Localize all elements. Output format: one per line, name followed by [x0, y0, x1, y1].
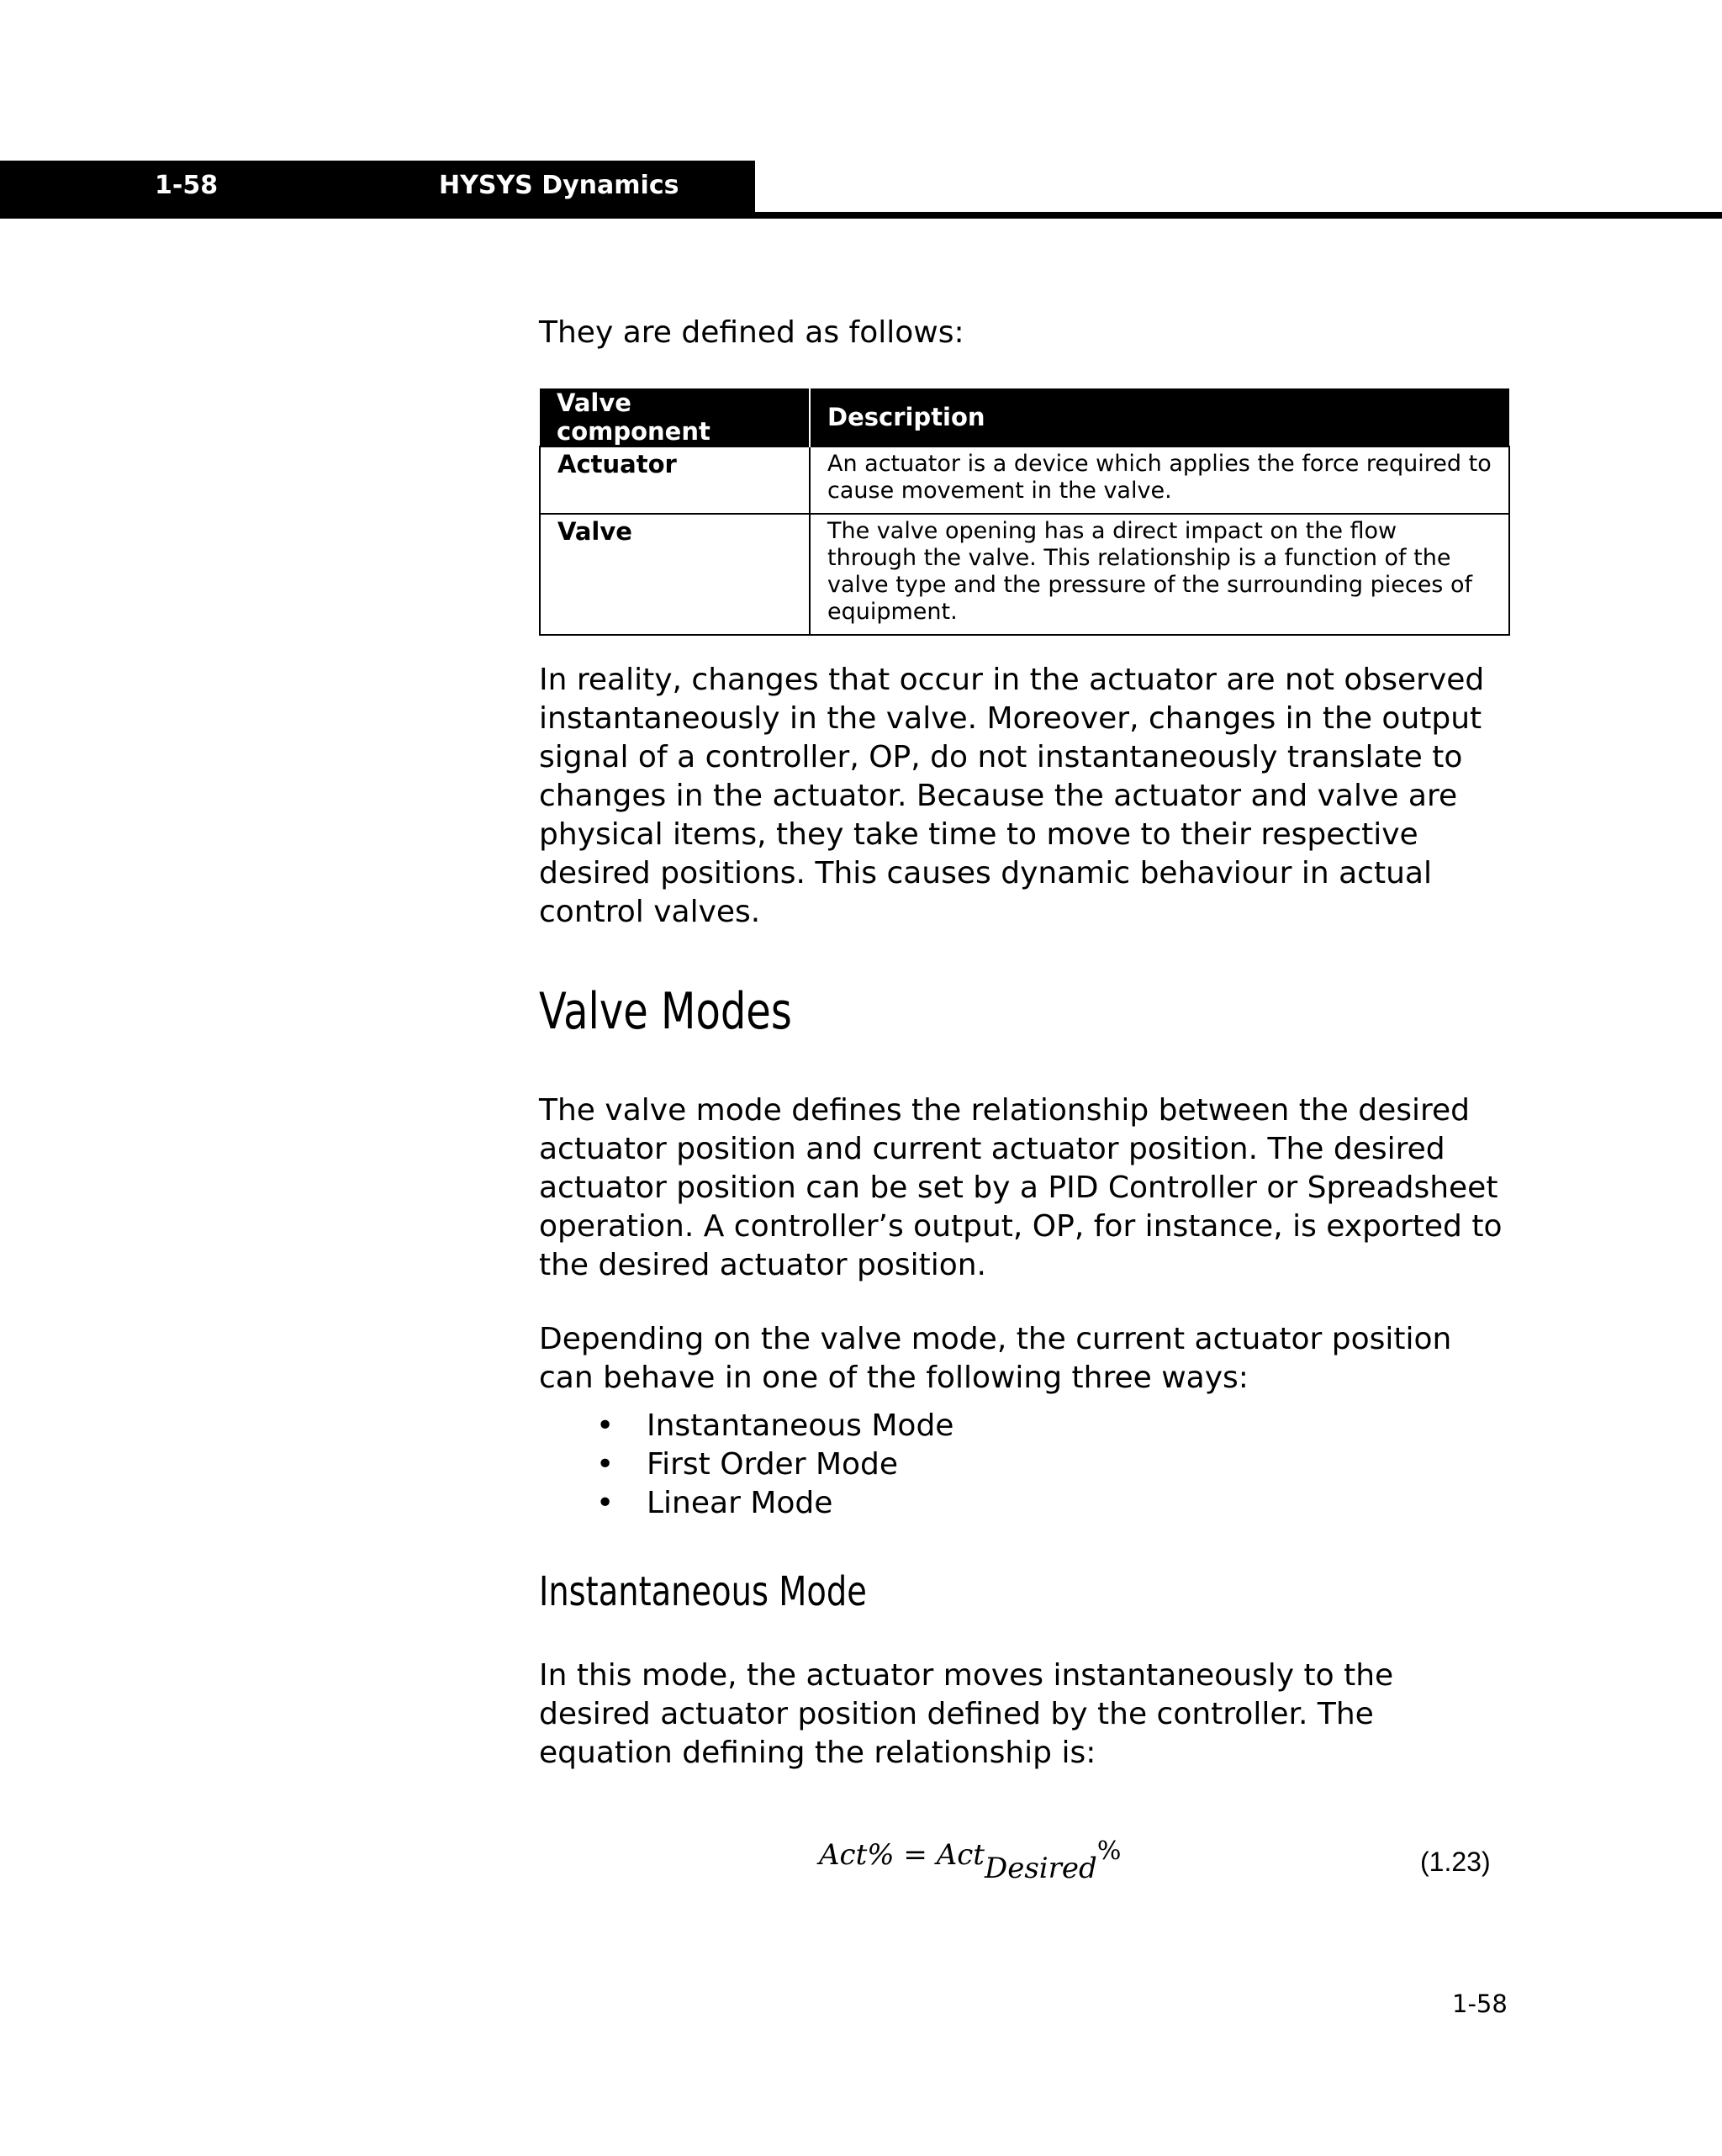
table-row	[540, 514, 1509, 635]
equation-equals: =	[903, 1838, 927, 1872]
subsection-heading: Instantaneous Mode	[539, 1568, 867, 1615]
equation-number: (1.23)	[1420, 1847, 1491, 1877]
equation-rhs-base: Act	[936, 1838, 985, 1872]
cell-description: An actuator is a device which applies the force required to cause movement in the valve.	[810, 447, 1509, 514]
list-item	[539, 1407, 1511, 1445]
header-book-title: HYSYS Dynamics	[439, 171, 679, 200]
equation-lhs: Act%	[819, 1838, 895, 1872]
bullet-icon: •	[596, 1486, 615, 1520]
list-item-label: Linear Mode	[647, 1486, 833, 1520]
intro-text: They are defined as follows:	[539, 315, 964, 350]
list-item-label: First Order Mode	[647, 1447, 899, 1482]
header-page-number: 1-58	[155, 171, 219, 200]
instantaneous-paragraph: In this mode, the actuator moves instantaneously to the desired actuator position defined by the controller. The equation defining the relationship is:	[539, 1658, 1394, 1770]
reality-paragraph: In reality, changes that occur in the actuator are not observed instantaneously in the valve. Moreover, changes in the output signal of a controller, OP, do not instantaneously translate to changes in the actuator. Because the actuator and valve are physical items, they take time to move to their respective desired positions. This causes dynamic behaviour in actual control valves.	[539, 663, 1485, 929]
table-row	[540, 447, 1509, 514]
equation	[819, 1836, 1122, 1885]
bullet-icon: •	[596, 1408, 615, 1443]
mode-list	[539, 1407, 1511, 1523]
list-item-label: Instantaneous Mode	[647, 1408, 954, 1443]
valve-mode-paragraph: The valve mode defines the relationship between the desired actuator position and current actuator position. The desired actuator position can be set by a PID Controller or Spreadsheet operation. A controller’s output, OP, for instance, is exported to the desired actuator position.	[539, 1093, 1503, 1282]
depending-paragraph: Depending on the valve mode, the current actuator position can behave in one of the following three ways:	[539, 1322, 1452, 1395]
footer-page-number: 1-58	[1452, 1990, 1508, 2018]
list-item	[539, 1484, 1511, 1523]
instantaneous-heading-wrap	[539, 1568, 1511, 1615]
list-item	[539, 1445, 1511, 1484]
column-header-description: Description	[810, 388, 1509, 447]
valve-modes-heading-wrap	[539, 982, 1511, 1041]
cell-component: Actuator	[540, 447, 810, 514]
cell-description: The valve opening has a direct impact on the flow through the valve. This relationship is a function of the valve type and the pressure of the surrounding pieces of equipment.	[810, 514, 1509, 635]
header-rule	[0, 212, 1722, 219]
equation-subscript: Desired	[984, 1852, 1097, 1885]
column-header-component: Valve component	[540, 388, 810, 447]
cell-component: Valve	[540, 514, 810, 635]
section-heading: Valve Modes	[539, 982, 792, 1041]
equation-rhs-percent: %	[1096, 1836, 1122, 1866]
valve-component-table	[539, 388, 1510, 636]
table-header-row	[540, 388, 1509, 447]
bullet-icon: •	[596, 1447, 615, 1482]
